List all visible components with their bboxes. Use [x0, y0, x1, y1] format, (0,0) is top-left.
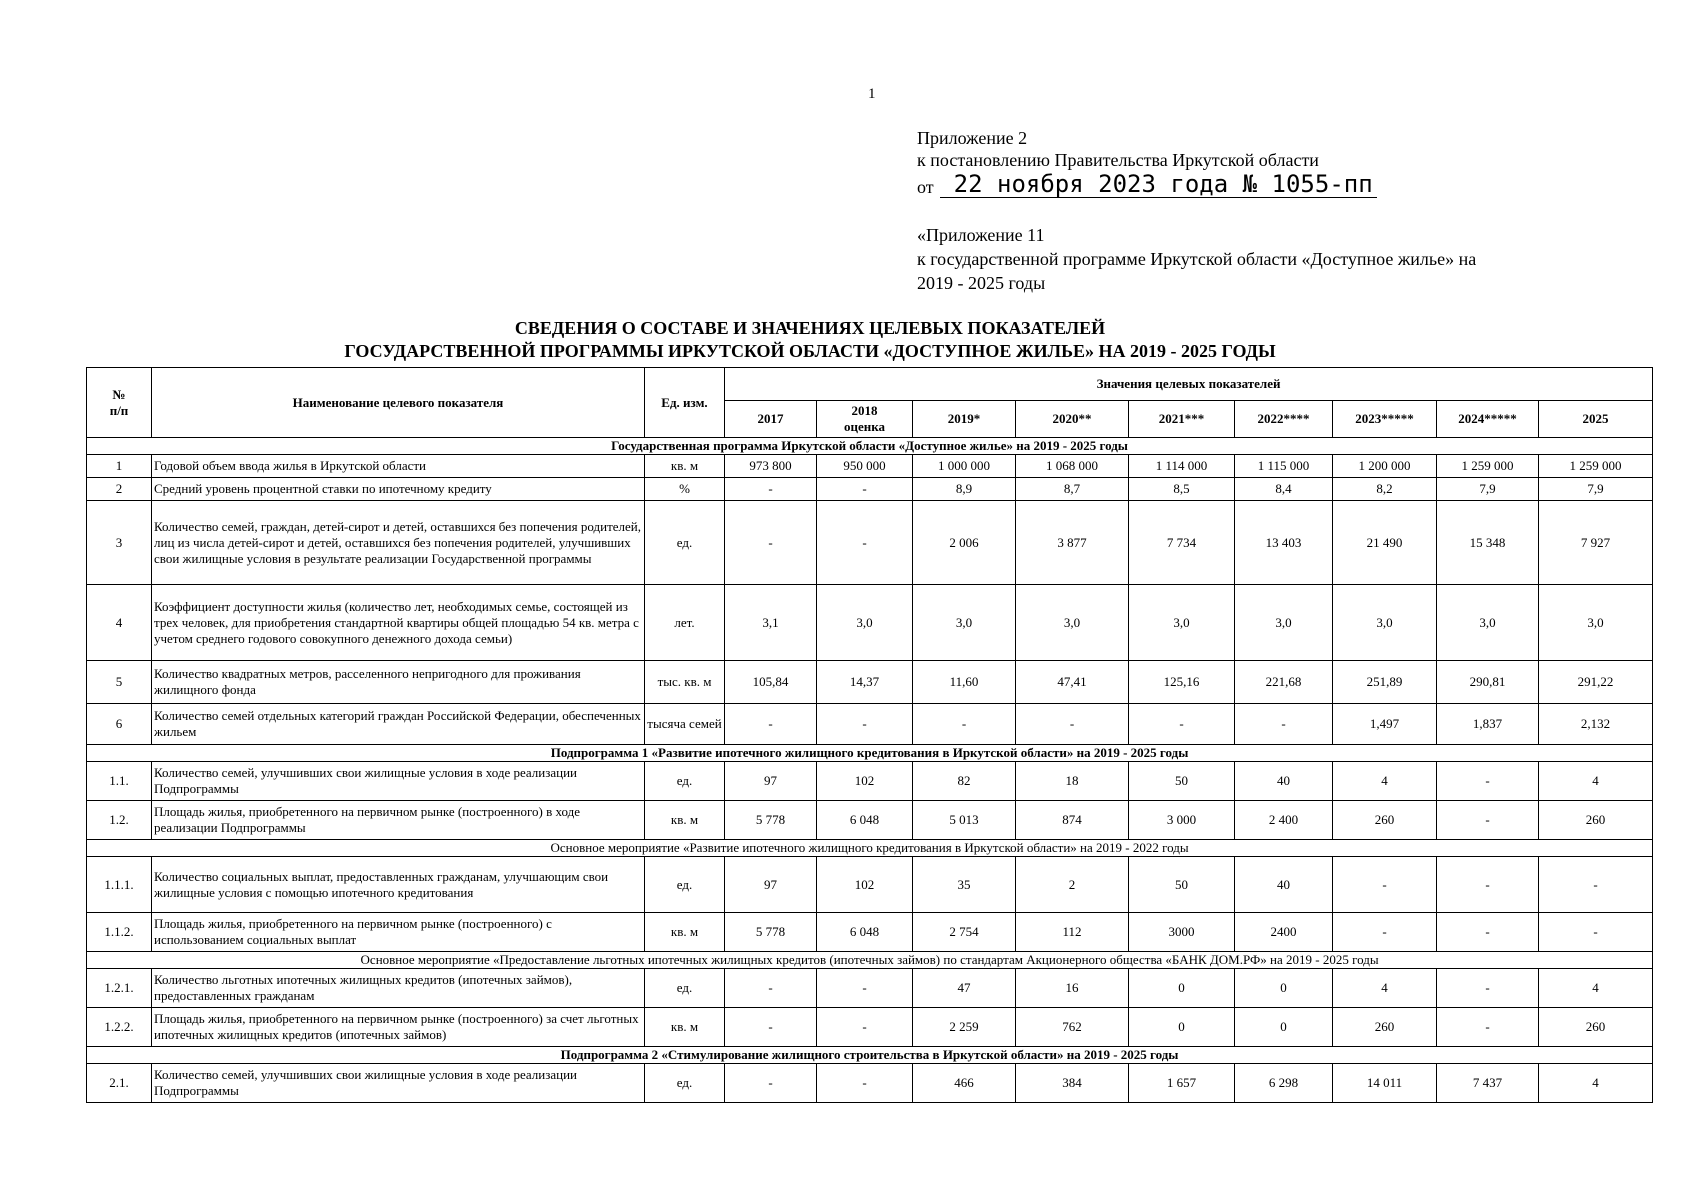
indicator-value: 97 [725, 762, 817, 801]
indicator-value: 260 [1333, 1008, 1437, 1047]
indicator-value: 260 [1333, 801, 1437, 840]
indicators-table [86, 367, 1653, 1103]
indicator-value: 2 006 [913, 501, 1016, 585]
indicator-value: 2,132 [1539, 704, 1653, 745]
header-row-1 [87, 368, 1653, 401]
indicator-value: 4 [1333, 762, 1437, 801]
indicator-value: - [817, 704, 913, 745]
header-unit: Ед. изм. [645, 368, 725, 438]
appendix-11-title: «Приложение 11 [917, 225, 1045, 245]
event-title: Основное мероприятие «Предоставление льготных ипотечных жилищных кредитов (ипотечных займов) по стандартам Акционерного общества «БАНК ДОМ.РФ» на 2019 - 2025 годы [87, 952, 1653, 969]
indicator-value: 260 [1539, 1008, 1653, 1047]
indicator-value: - [817, 501, 913, 585]
indicator-value: 40 [1235, 762, 1333, 801]
header-year: 2020** [1016, 401, 1129, 438]
indicator-row [87, 585, 1653, 661]
title-line-1: СВЕДЕНИЯ О СОСТАВЕ И ЗНАЧЕНИЯХ ЦЕЛЕВЫХ ПОКАЗАТЕЛЕЙ [514, 318, 1106, 338]
indicator-value: - [1333, 913, 1437, 952]
indicator-value: - [725, 704, 817, 745]
indicator-name: Количество квадратных метров, расселенного непригодного для проживания жилищного фонда [152, 661, 645, 704]
indicator-value: 1 259 000 [1437, 455, 1539, 478]
indicator-value: 6 048 [817, 913, 913, 952]
indicator-value: 8,4 [1235, 478, 1333, 501]
row-number: 1 [87, 455, 152, 478]
row-number: 4 [87, 585, 152, 661]
indicator-value: 3,0 [1016, 585, 1129, 661]
indicator-unit: кв. м [645, 455, 725, 478]
indicator-value: 3,0 [1235, 585, 1333, 661]
indicator-value: 8,7 [1016, 478, 1129, 501]
row-number: 5 [87, 661, 152, 704]
decree-date: 22 ноября 2023 года № 1055-пп [940, 171, 1377, 198]
section-title: Государственная программа Иркутской области «Доступное жилье» на 2019 - 2025 годы [87, 438, 1653, 455]
row-number: 1.2.1. [87, 969, 152, 1008]
indicator-value: 8,5 [1129, 478, 1235, 501]
appendix-11-block [917, 223, 1476, 295]
indicator-value: - [725, 501, 817, 585]
header-name: Наименование целевого показателя [152, 368, 645, 438]
indicator-value: - [817, 1064, 913, 1103]
indicator-unit: кв. м [645, 913, 725, 952]
indicator-value: 2 [1016, 857, 1129, 913]
indicator-value: 1 000 000 [913, 455, 1016, 478]
row-number: 1.1.1. [87, 857, 152, 913]
indicator-value: - [1437, 1008, 1539, 1047]
indicator-value: 3 000 [1129, 801, 1235, 840]
indicator-value: 1 068 000 [1016, 455, 1129, 478]
indicator-value: 14 011 [1333, 1064, 1437, 1103]
indicator-value: 290,81 [1437, 661, 1539, 704]
indicator-value: 5 778 [725, 913, 817, 952]
indicator-value: - [1539, 913, 1653, 952]
indicator-value: 3,0 [1129, 585, 1235, 661]
indicator-value: - [725, 969, 817, 1008]
header-year: 2017 [725, 401, 817, 438]
indicator-value: 15 348 [1437, 501, 1539, 585]
indicator-row [87, 801, 1653, 840]
indicator-value: 50 [1129, 857, 1235, 913]
indicator-unit: ед. [645, 857, 725, 913]
indicator-row [87, 455, 1653, 478]
row-number: 6 [87, 704, 152, 745]
indicator-value: 2 259 [913, 1008, 1016, 1047]
indicator-unit: тыс. кв. м [645, 661, 725, 704]
indicator-value: - [1333, 857, 1437, 913]
indicator-value: 3000 [1129, 913, 1235, 952]
indicator-value: - [1437, 857, 1539, 913]
indicator-value: 466 [913, 1064, 1016, 1103]
indicator-value: 18 [1016, 762, 1129, 801]
indicator-value: 97 [725, 857, 817, 913]
indicator-value: - [1437, 913, 1539, 952]
indicator-row [87, 661, 1653, 704]
indicator-value: 1 259 000 [1539, 455, 1653, 478]
indicator-value: - [725, 1008, 817, 1047]
indicator-name: Количество семей, улучшивших свои жилищные условия в ходе реализации Подпрограммы [152, 1064, 645, 1103]
row-number: 3 [87, 501, 152, 585]
indicator-value: 260 [1539, 801, 1653, 840]
indicator-row [87, 762, 1653, 801]
indicator-name: Количество семей отдельных категорий граждан Российской Федерации, обеспеченных жильем [152, 704, 645, 745]
indicator-unit: ед. [645, 969, 725, 1008]
section-row [87, 745, 1653, 762]
indicator-value: - [1235, 704, 1333, 745]
indicator-value: 82 [913, 762, 1016, 801]
indicator-value: 6 048 [817, 801, 913, 840]
indicator-value: 125,16 [1129, 661, 1235, 704]
indicator-row [87, 969, 1653, 1008]
indicator-value: 2400 [1235, 913, 1333, 952]
indicator-value: 6 298 [1235, 1064, 1333, 1103]
indicator-value: 0 [1235, 969, 1333, 1008]
indicator-value: 35 [913, 857, 1016, 913]
indicator-value: 7 927 [1539, 501, 1653, 585]
event-row [87, 952, 1653, 969]
row-number: 2.1. [87, 1064, 152, 1103]
document-title [0, 317, 1620, 363]
section-row [87, 438, 1653, 455]
title-line-2: ГОСУДАРСТВЕННОЙ ПРОГРАММЫ ИРКУТСКОЙ ОБЛАСТИ «ДОСТУПНОЕ ЖИЛЬЕ» НА 2019 - 2025 ГОДЫ [344, 341, 1276, 361]
indicator-value: 47 [913, 969, 1016, 1008]
indicator-name: Площадь жилья, приобретенного на первичном рынке (построенного) с использованием социальных выплат [152, 913, 645, 952]
indicator-value: 8,9 [913, 478, 1016, 501]
page-number: 1 [868, 86, 876, 102]
indicator-value: 3,1 [725, 585, 817, 661]
indicator-name: Площадь жилья, приобретенного на первичном рынке (построенного) за счет льготных ипотечных жилищных кредитов (ипотечных займов) [152, 1008, 645, 1047]
indicator-value: - [1437, 969, 1539, 1008]
indicator-value: 1 115 000 [1235, 455, 1333, 478]
indicator-name: Площадь жилья, приобретенного на первичном рынке (построенного) в ходе реализации Подпрограммы [152, 801, 645, 840]
indicator-value: 384 [1016, 1064, 1129, 1103]
table-body [87, 438, 1653, 1103]
indicator-value: 1 657 [1129, 1064, 1235, 1103]
row-number: 1.1. [87, 762, 152, 801]
indicator-value: 102 [817, 857, 913, 913]
indicator-value: - [1437, 762, 1539, 801]
indicator-row [87, 913, 1653, 952]
indicator-unit: ед. [645, 1064, 725, 1103]
indicator-value: 105,84 [725, 661, 817, 704]
indicator-value: 2 754 [913, 913, 1016, 952]
indicator-value: 0 [1129, 969, 1235, 1008]
indicator-value: - [1539, 857, 1653, 913]
indicator-value: 47,41 [1016, 661, 1129, 704]
indicator-value: 3,0 [817, 585, 913, 661]
indicator-value: 4 [1539, 969, 1653, 1008]
section-row [87, 1047, 1653, 1064]
header-values: Значения целевых показателей [725, 368, 1653, 401]
indicator-value: - [913, 704, 1016, 745]
indicator-value: 14,37 [817, 661, 913, 704]
appendix-11-years: 2019 - 2025 годы [917, 273, 1046, 293]
indicator-value: - [725, 1064, 817, 1103]
indicator-value: 11,60 [913, 661, 1016, 704]
indicator-value: 4 [1333, 969, 1437, 1008]
indicator-value: 3,0 [913, 585, 1016, 661]
indicator-value: - [817, 1008, 913, 1047]
indicator-name: Коэффициент доступности жилья (количество лет, необходимых семье, состоящей из трех человек, для приобретения стандартной квартиры общей площадью 54 кв. метра с учетом среднего годового совокупного денежного дохода семьи) [152, 585, 645, 661]
indicator-value: 1,497 [1333, 704, 1437, 745]
indicator-unit: ед. [645, 762, 725, 801]
header-year: 2018 оценка [817, 401, 913, 438]
indicator-unit: кв. м [645, 801, 725, 840]
indicator-value: 973 800 [725, 455, 817, 478]
indicator-value: - [1437, 801, 1539, 840]
event-title: Основное мероприятие «Развитие ипотечного жилищного кредитования в Иркутской области» на 2019 - 2022 годы [87, 840, 1653, 857]
indicator-value: 0 [1235, 1008, 1333, 1047]
appendix-block [917, 127, 1377, 198]
appendix-11-program: к государственной программе Иркутской области «Доступное жилье» на [917, 249, 1477, 269]
indicator-value: 21 490 [1333, 501, 1437, 585]
indicator-unit: ед. [645, 501, 725, 585]
indicator-unit: кв. м [645, 1008, 725, 1047]
indicator-name: Количество социальных выплат, предоставленных гражданам, улучшающим свои жилищные условия с помощью ипотечного кредитования [152, 857, 645, 913]
indicator-value: - [725, 478, 817, 501]
indicator-value: 762 [1016, 1008, 1129, 1047]
row-number: 1.2.2. [87, 1008, 152, 1047]
indicator-value: 291,22 [1539, 661, 1653, 704]
appendix-decree: к постановлению Правительства Иркутской области [917, 150, 1319, 170]
section-title: Подпрограмма 1 «Развитие ипотечного жилищного кредитования в Иркутской области» на 2019 - 2025 годы [87, 745, 1653, 762]
row-number: 2 [87, 478, 152, 501]
indicator-value: 3,0 [1539, 585, 1653, 661]
row-number: 1.2. [87, 801, 152, 840]
appendix-title: Приложение 2 [917, 128, 1028, 148]
indicator-name: Количество семей, граждан, детей-сирот и детей, оставшихся без попечения родителей, лиц из числа детей-сирот и детей, оставшихся без попечения родителей, улучшивших свои жилищные условия в результате реализации Государственной программы [152, 501, 645, 585]
indicator-value: 1 200 000 [1333, 455, 1437, 478]
indicator-value: 40 [1235, 857, 1333, 913]
indicator-value: 7,9 [1539, 478, 1653, 501]
indicator-row [87, 478, 1653, 501]
indicator-unit: лет. [645, 585, 725, 661]
event-row [87, 840, 1653, 857]
indicator-name: Количество семей, улучшивших свои жилищные условия в ходе реализации Подпрограммы [152, 762, 645, 801]
indicator-unit: тысяча семей [645, 704, 725, 745]
indicator-value: 112 [1016, 913, 1129, 952]
indicator-name: Средний уровень процентной ставки по ипотечному кредиту [152, 478, 645, 501]
indicator-value: 4 [1539, 762, 1653, 801]
indicator-value: - [1016, 704, 1129, 745]
indicator-value: - [1129, 704, 1235, 745]
indicator-value: 7,9 [1437, 478, 1539, 501]
indicator-value: 0 [1129, 1008, 1235, 1047]
header-num: № п/п [87, 368, 152, 438]
appendix-date-line [917, 171, 1377, 198]
indicator-value: 4 [1539, 1064, 1653, 1103]
indicator-value: 102 [817, 762, 913, 801]
indicator-name: Количество льготных ипотечных жилищных кредитов (ипотечных займов), предоставленных гражданам [152, 969, 645, 1008]
indicator-value: - [817, 478, 913, 501]
indicator-value: 221,68 [1235, 661, 1333, 704]
indicator-row [87, 1008, 1653, 1047]
indicator-value: 5 013 [913, 801, 1016, 840]
indicator-value: 3,0 [1333, 585, 1437, 661]
indicator-value: 251,89 [1333, 661, 1437, 704]
indicator-value: 8,2 [1333, 478, 1437, 501]
indicator-value: 1,837 [1437, 704, 1539, 745]
indicator-value: 16 [1016, 969, 1129, 1008]
row-number: 1.1.2. [87, 913, 152, 952]
indicator-row [87, 501, 1653, 585]
indicator-unit: % [645, 478, 725, 501]
header-year: 2025 [1539, 401, 1653, 438]
indicator-value: 7 437 [1437, 1064, 1539, 1103]
indicator-value: 7 734 [1129, 501, 1235, 585]
header-year: 2022**** [1235, 401, 1333, 438]
header-year: 2021*** [1129, 401, 1235, 438]
indicator-row [87, 857, 1653, 913]
header-year: 2023***** [1333, 401, 1437, 438]
header-year: 2019* [913, 401, 1016, 438]
indicator-value: 5 778 [725, 801, 817, 840]
section-title: Подпрограмма 2 «Стимулирование жилищного строительства в Иркутской области» на 2019 - 2025 годы [87, 1047, 1653, 1064]
indicator-value: 3,0 [1437, 585, 1539, 661]
indicator-name: Годовой объем ввода жилья в Иркутской области [152, 455, 645, 478]
indicator-value: 50 [1129, 762, 1235, 801]
indicator-value: 1 114 000 [1129, 455, 1235, 478]
indicator-value: 950 000 [817, 455, 913, 478]
header-year: 2024***** [1437, 401, 1539, 438]
indicator-row [87, 1064, 1653, 1103]
date-prefix: от [917, 177, 934, 197]
indicator-value: 2 400 [1235, 801, 1333, 840]
indicator-value: 13 403 [1235, 501, 1333, 585]
indicator-value: 3 877 [1016, 501, 1129, 585]
indicator-row [87, 704, 1653, 745]
indicator-value: - [817, 969, 913, 1008]
indicator-value: 874 [1016, 801, 1129, 840]
